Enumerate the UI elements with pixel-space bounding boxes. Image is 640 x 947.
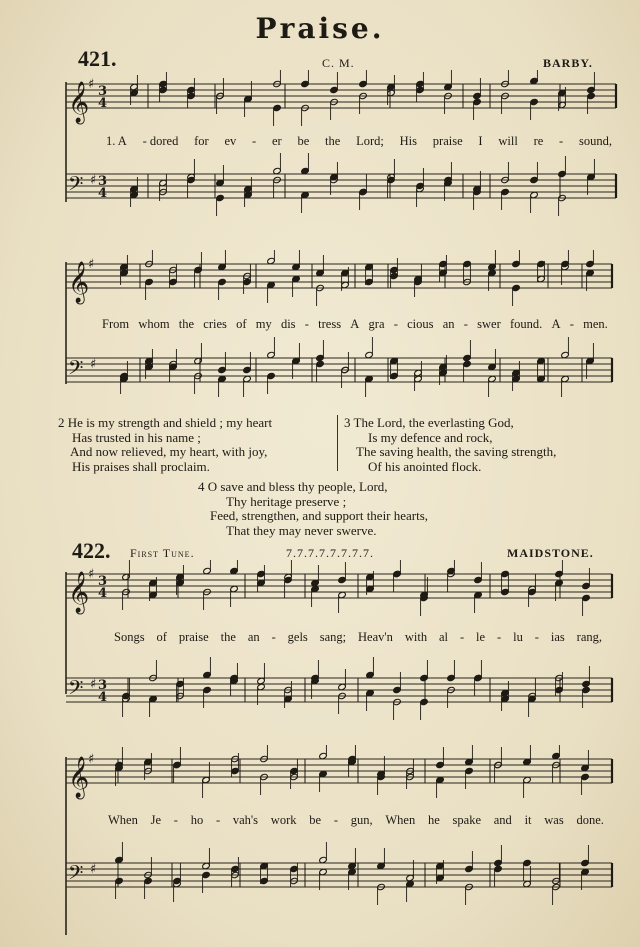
lyric-syllable: - — [534, 630, 539, 644]
verse-line: Has trusted in his name ; — [72, 429, 201, 445]
treble-clef-icon: 𝄞 — [68, 262, 90, 303]
hymn-421-verse-2 — [58, 416, 272, 474]
verse-line: Is my defence and rock, — [368, 429, 493, 445]
lyric-syllable: - — [215, 813, 221, 827]
bass-clef-icon: 𝄢 — [68, 172, 84, 200]
lyric-syllable: be — [297, 134, 310, 148]
treble-clef-icon: 𝄞 — [68, 757, 90, 798]
lyric-syllable: it — [524, 813, 532, 827]
sharp-key-signature-icon: ♯ — [88, 257, 95, 272]
hymn-422-meter: 7.7.7.7.7.7.7.7. — [286, 546, 374, 560]
lyric-syllable: 1. A — [106, 134, 127, 148]
lyric-syllable: er — [271, 134, 282, 148]
verse-line: Thy heritage preserve ; — [226, 493, 347, 509]
bass-clef-icon: 𝄢 — [68, 356, 84, 384]
lyric-syllable: I — [478, 134, 483, 148]
time-signature-bottom: 4 — [98, 186, 108, 201]
lyric-syllable: men. — [583, 317, 608, 331]
lyric-syllable: ev — [224, 134, 237, 148]
time-signature-bottom: 4 — [98, 586, 108, 601]
hymn-422-system-2 — [0, 745, 640, 945]
lyric-syllable: be — [309, 813, 322, 827]
hymn-422-lyrics-line-1 — [114, 630, 602, 645]
lyric-syllable: of — [236, 317, 247, 331]
lyric-syllable: gra — [368, 317, 385, 331]
page-title: Praise. — [255, 12, 385, 45]
lyric-syllable: tress — [318, 317, 342, 331]
lyric-syllable: and — [493, 813, 512, 827]
lyric-syllable: for — [194, 134, 209, 148]
lyric-syllable: - — [459, 630, 465, 644]
lyric-syllable: - — [569, 317, 574, 331]
lyric-syllable: - dored — [142, 134, 179, 148]
lyric-syllable: - — [271, 630, 276, 644]
lyric-syllable: When — [385, 813, 416, 827]
lyric-syllable: my — [255, 317, 272, 331]
lyric-syllable: - — [463, 317, 468, 331]
lyric-syllable: - — [393, 317, 398, 331]
lyric-syllable: - — [333, 813, 338, 827]
hymn-421-tune: BARBY. — [543, 56, 593, 70]
verse-line: 3 The Lord, the everlasting God, — [344, 415, 514, 430]
lyric-syllable: he — [427, 813, 440, 827]
lyric-syllable: le — [476, 630, 486, 644]
lyric-syllable: - — [173, 813, 178, 827]
hymn-421-verse-4 — [198, 480, 428, 538]
lyric-syllable: ias — [550, 630, 565, 644]
lyric-syllable: A — [551, 317, 561, 331]
lyric-syllable: the — [325, 134, 341, 148]
lyric-syllable: - — [497, 630, 502, 644]
lyric-syllable: When — [108, 813, 138, 827]
verse-line: Feed, strengthen, and support their hearts, — [210, 508, 429, 523]
lyric-syllable: re — [533, 134, 544, 148]
lyric-syllable: work — [270, 813, 297, 827]
lyric-syllable: an — [442, 317, 455, 331]
lyric-syllable: lu — [513, 630, 523, 644]
lyric-syllable: Lord; — [356, 134, 384, 148]
treble-clef-icon: 𝄞 — [68, 572, 90, 613]
sharp-key-signature-icon: ♯ — [90, 173, 97, 188]
lyric-syllable: gels — [287, 630, 308, 644]
lyric-syllable: From — [102, 317, 130, 331]
lyric-syllable: an — [247, 630, 260, 644]
lyric-syllable: gun, — [350, 813, 373, 827]
lyric-syllable: whom — [138, 317, 170, 331]
lyric-syllable: praise — [432, 134, 463, 148]
lyric-syllable: sang; — [319, 630, 347, 644]
hymn-421-lyrics-line-2 — [102, 317, 608, 332]
lyric-syllable: rang, — [576, 630, 602, 644]
hymn-421-meter: C. M. — [322, 56, 355, 70]
lyric-syllable: found. — [509, 317, 543, 331]
bass-clef-icon: 𝄢 — [68, 676, 84, 704]
lyric-syllable: His — [399, 134, 418, 148]
hymn-422-tune: MAIDSTONE. — [507, 546, 594, 560]
time-signature-top: 3 — [98, 84, 108, 99]
lyric-syllable: Je — [150, 813, 162, 827]
lyric-syllable: ho — [190, 813, 204, 827]
lyric-syllable: Songs — [114, 630, 145, 644]
sharp-key-signature-icon: ♯ — [88, 752, 95, 767]
lyric-syllable: spake — [452, 813, 481, 827]
verse-line: The saving health, the saving strength, — [356, 444, 557, 459]
lyric-syllable: praise — [178, 630, 209, 644]
verse-line: That they may never swerve. — [226, 522, 377, 538]
verse-line: And now relieved, my heart, with joy, — [70, 444, 268, 459]
lyric-syllable: the — [178, 317, 195, 331]
lyric-syllable: sound, — [578, 134, 612, 148]
lyric-syllable: cious — [407, 317, 434, 331]
lyric-syllable: of — [156, 630, 167, 644]
lyric-syllable: done. — [576, 813, 604, 827]
hymn-422-lyrics-line-2 — [108, 813, 604, 828]
hymn-421-lyrics-line-1 — [106, 134, 612, 149]
sharp-key-signature-icon: ♯ — [88, 567, 95, 582]
sharp-key-signature-icon: ♯ — [90, 677, 97, 692]
time-signature-top: 3 — [98, 574, 108, 589]
lyric-syllable: with — [404, 630, 428, 644]
time-signature-bottom: 4 — [98, 690, 108, 705]
time-signature-bottom: 4 — [98, 96, 108, 111]
bass-clef-icon: 𝄢 — [68, 861, 84, 889]
lyric-syllable: was — [544, 813, 564, 827]
hymn-422-number: 422. — [72, 538, 111, 563]
verse-line: His praises shall proclaim. — [72, 458, 210, 474]
lyric-syllable: cries — [203, 317, 227, 331]
sharp-key-signature-icon: ♯ — [90, 862, 97, 877]
lyric-syllable: - — [559, 134, 564, 148]
treble-clef-icon: 𝄞 — [68, 82, 90, 123]
lyric-syllable: swer — [477, 317, 501, 331]
lyric-syllable: vah's — [232, 813, 259, 827]
sharp-key-signature-icon: ♯ — [90, 357, 97, 372]
sharp-key-signature-icon: ♯ — [88, 77, 95, 92]
time-signature-top: 3 — [98, 678, 108, 693]
lyric-syllable: dis — [280, 317, 296, 331]
hymn-422-subtitle: First Tune. — [130, 546, 195, 560]
verse-divider — [337, 415, 338, 471]
verse-line: 4 O save and bless thy people, Lord, — [198, 479, 388, 494]
verse-line: Of his anointed flock. — [368, 458, 482, 474]
lyric-syllable: - — [252, 134, 257, 148]
lyric-syllable: Heav'n — [358, 630, 393, 644]
lyric-syllable: will — [498, 134, 518, 148]
hymn-421-number: 421. — [78, 46, 117, 71]
lyric-syllable: the — [220, 630, 236, 644]
time-signature-top: 3 — [98, 174, 108, 189]
lyric-syllable: al — [439, 630, 449, 644]
lyric-syllable: A — [350, 317, 360, 331]
lyric-syllable: - — [304, 317, 309, 331]
hymn-421-verse-3 — [344, 416, 556, 474]
verse-line: 2 He is my strength and shield ; my heart — [58, 415, 273, 430]
